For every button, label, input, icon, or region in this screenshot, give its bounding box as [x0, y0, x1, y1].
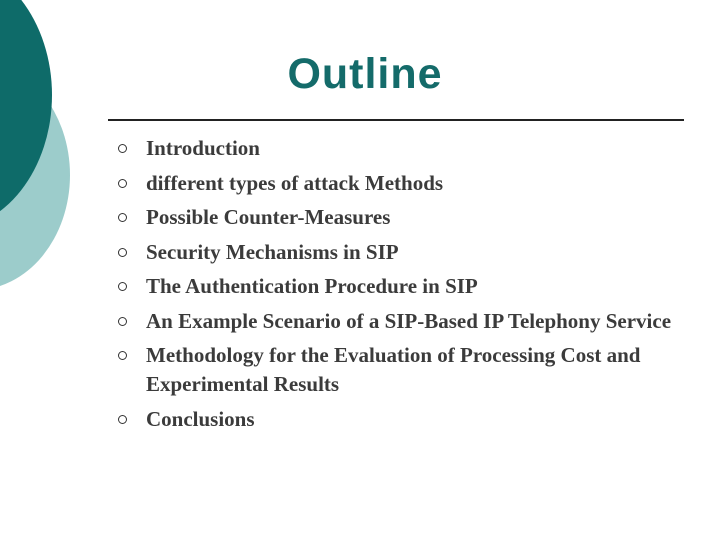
circle-bullet-icon	[118, 282, 127, 291]
circle-bullet-icon	[118, 179, 127, 188]
list-item-text: The Authentication Procedure in SIP	[146, 274, 478, 298]
list-item	[118, 203, 678, 232]
list-item-text: Methodology for the Evaluation of Processing Cost and Experimental Results	[146, 343, 641, 396]
circle-bullet-icon	[118, 415, 127, 424]
list-item	[118, 341, 678, 399]
list-item	[118, 134, 678, 163]
list-item	[118, 169, 678, 198]
outline-list	[118, 134, 678, 439]
list-item-text: An Example Scenario of a SIP-Based IP Telephony Service	[146, 308, 672, 333]
circle-bullet-icon	[118, 317, 127, 326]
list-item	[118, 272, 678, 301]
circle-bullet-icon	[118, 248, 127, 257]
list-item-text: Introduction	[146, 136, 260, 160]
list-item	[118, 238, 678, 267]
list-item-text: Possible Counter-Measures	[146, 205, 391, 229]
title-divider	[108, 119, 684, 121]
circle-bullet-icon	[118, 144, 127, 153]
slide-title: Outline	[287, 50, 443, 98]
list-item-text: different types of attack Methods	[146, 170, 444, 195]
list-item-text: Security Mechanisms in SIP	[146, 239, 399, 264]
circle-bullet-icon	[118, 351, 127, 360]
circle-bullet-icon	[118, 213, 127, 222]
list-item-text: Conclusions	[146, 406, 255, 431]
list-item	[118, 307, 678, 336]
list-item	[118, 405, 678, 434]
